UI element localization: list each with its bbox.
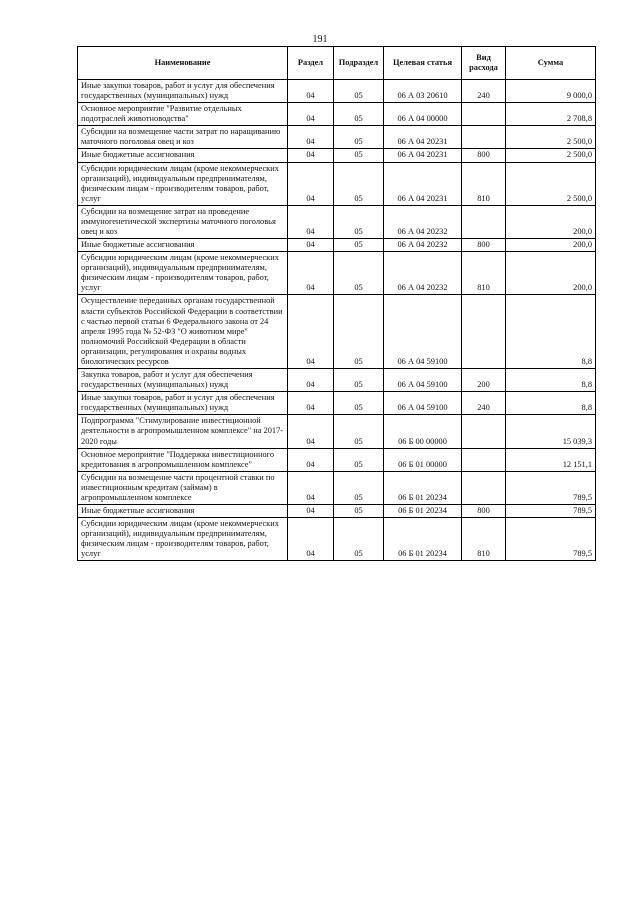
cell-target: 06 А 04 20232 <box>384 252 462 295</box>
cell-sum: 200,0 <box>506 239 596 252</box>
cell-kind: 810 <box>462 252 506 295</box>
cell-section: 04 <box>288 205 334 238</box>
cell-kind: 200 <box>462 369 506 392</box>
cell-name: Закупка товаров, работ и услуг для обеспечения государственных (муниципальных) нужд <box>78 369 288 392</box>
cell-sum: 789,5 <box>506 518 596 561</box>
cell-target: 06 Б 01 00000 <box>384 448 462 471</box>
cell-kind: 240 <box>462 392 506 415</box>
cell-section: 04 <box>288 252 334 295</box>
cell-sum: 789,5 <box>506 471 596 504</box>
table-row <box>78 448 596 471</box>
cell-target: 06 Б 01 20234 <box>384 471 462 504</box>
header-subsection: Подраздел <box>334 47 384 80</box>
header-section: Раздел <box>288 47 334 80</box>
cell-kind <box>462 415 506 448</box>
cell-name: Субсидии юридическим лицам (кроме некоммерческих организаций), индивидуальным предпринимателям, физическим лицам - производителям товаров, работ, услуг <box>78 162 288 205</box>
cell-name: Субсидии юридическим лицам (кроме некоммерческих организаций), индивидуальным предпринимателям, физическим лицам - производителям товаров, работ, услуг <box>78 252 288 295</box>
cell-target: 06 А 04 20232 <box>384 239 462 252</box>
cell-subsection: 05 <box>334 252 384 295</box>
table-row <box>78 369 596 392</box>
cell-subsection: 05 <box>334 392 384 415</box>
table-row <box>78 392 596 415</box>
cell-name: Подпрограмма "Стимулирование инвестиционной деятельности в агропромышленном комплексе" на 2017-2020 годы <box>78 415 288 448</box>
table-row <box>78 126 596 149</box>
cell-subsection: 05 <box>334 415 384 448</box>
cell-kind <box>462 448 506 471</box>
cell-target: 06 А 04 59100 <box>384 369 462 392</box>
cell-name: Субсидии на возмещение части процентной ставки по инвестиционным кредитам (займам) в агропромышленном комплексе <box>78 471 288 504</box>
cell-section: 04 <box>288 369 334 392</box>
cell-section: 04 <box>288 80 334 103</box>
table-header-row <box>78 47 596 80</box>
cell-target: 06 А 04 20231 <box>384 162 462 205</box>
table-row <box>78 239 596 252</box>
cell-kind: 240 <box>462 80 506 103</box>
cell-name: Субсидии на возмещение затрат на проведение иммуногенетической экспертизы маточного поголовья овец и коз <box>78 205 288 238</box>
cell-target: 06 Б 01 20234 <box>384 504 462 517</box>
header-target: Целевая статья <box>384 47 462 80</box>
budget-table <box>77 46 596 561</box>
cell-name: Иные бюджетные ассигнования <box>78 149 288 162</box>
cell-kind <box>462 205 506 238</box>
cell-section: 04 <box>288 448 334 471</box>
table-row <box>78 295 596 369</box>
cell-sum: 9 000,0 <box>506 80 596 103</box>
cell-target: 06 Б 01 20234 <box>384 518 462 561</box>
header-name: Наименование <box>78 47 288 80</box>
cell-subsection: 05 <box>334 518 384 561</box>
cell-section: 04 <box>288 518 334 561</box>
cell-target: 06 А 04 20232 <box>384 205 462 238</box>
cell-name: Осуществление переданных органам государственной власти субъектов Российской Федерации в соответствии с частью первой статьи 6 Федерального закона от 24 апреля 1995 года № 52-ФЗ "О животном мире" полномочий Российской Федерации в области организации, регулирования и охраны водных биологических ресурсов <box>78 295 288 369</box>
cell-subsection: 05 <box>334 504 384 517</box>
cell-sum: 8,8 <box>506 295 596 369</box>
cell-subsection: 05 <box>334 448 384 471</box>
cell-section: 04 <box>288 103 334 126</box>
cell-name: Иные бюджетные ассигнования <box>78 504 288 517</box>
cell-sum: 2 500,0 <box>506 149 596 162</box>
cell-sum: 15 039,3 <box>506 415 596 448</box>
cell-sum: 12 151,1 <box>506 448 596 471</box>
cell-name: Иные закупки товаров, работ и услуг для обеспечения государственных (муниципальных) нужд <box>78 392 288 415</box>
cell-target: 06 Б 00 00000 <box>384 415 462 448</box>
cell-kind <box>462 295 506 369</box>
table-row <box>78 415 596 448</box>
cell-subsection: 05 <box>334 80 384 103</box>
cell-target: 06 А 04 20231 <box>384 149 462 162</box>
table-row <box>78 103 596 126</box>
cell-subsection: 05 <box>334 471 384 504</box>
cell-kind: 800 <box>462 239 506 252</box>
cell-section: 04 <box>288 415 334 448</box>
header-kind: Вид расхода <box>462 47 506 80</box>
cell-name: Иные закупки товаров, работ и услуг для обеспечения государственных (муниципальных) нужд <box>78 80 288 103</box>
cell-sum: 8,8 <box>506 392 596 415</box>
header-sum: Сумма <box>506 47 596 80</box>
cell-name: Субсидии на возмещение части затрат по наращиванию маточного поголовья овец и коз <box>78 126 288 149</box>
table-row <box>78 252 596 295</box>
cell-section: 04 <box>288 239 334 252</box>
cell-section: 04 <box>288 162 334 205</box>
cell-kind <box>462 126 506 149</box>
cell-subsection: 05 <box>334 369 384 392</box>
cell-sum: 2 708,8 <box>506 103 596 126</box>
cell-subsection: 05 <box>334 149 384 162</box>
table-row <box>78 149 596 162</box>
cell-kind: 800 <box>462 149 506 162</box>
cell-kind: 810 <box>462 518 506 561</box>
cell-name: Основное мероприятие "Развитие отдельных подотраслей животноводства" <box>78 103 288 126</box>
cell-section: 04 <box>288 471 334 504</box>
cell-section: 04 <box>288 295 334 369</box>
table-row <box>78 518 596 561</box>
cell-target: 06 А 04 59100 <box>384 295 462 369</box>
cell-sum: 200,0 <box>506 252 596 295</box>
cell-subsection: 05 <box>334 103 384 126</box>
cell-name: Иные бюджетные ассигнования <box>78 239 288 252</box>
cell-section: 04 <box>288 392 334 415</box>
cell-subsection: 05 <box>334 126 384 149</box>
cell-sum: 2 500,0 <box>506 126 596 149</box>
cell-name: Основное мероприятие "Поддержка инвестиционного кредитования в агропромышленном комплексе" <box>78 448 288 471</box>
cell-sum: 789,5 <box>506 504 596 517</box>
cell-sum: 8,8 <box>506 369 596 392</box>
cell-kind: 810 <box>462 162 506 205</box>
cell-subsection: 05 <box>334 162 384 205</box>
cell-sum: 200,0 <box>506 205 596 238</box>
table-row <box>78 471 596 504</box>
table-row <box>78 504 596 517</box>
page-number: 191 <box>312 34 328 45</box>
cell-sum: 2 500,0 <box>506 162 596 205</box>
table-row <box>78 80 596 103</box>
cell-name: Субсидии юридическим лицам (кроме некоммерческих организаций), индивидуальным предпринимателям, физическим лицам - производителям товаров, работ, услуг <box>78 518 288 561</box>
table-row <box>78 162 596 205</box>
cell-kind <box>462 103 506 126</box>
cell-target: 06 А 03 20610 <box>384 80 462 103</box>
cell-subsection: 05 <box>334 205 384 238</box>
cell-target: 06 А 04 00000 <box>384 103 462 126</box>
cell-subsection: 05 <box>334 239 384 252</box>
cell-section: 04 <box>288 126 334 149</box>
cell-subsection: 05 <box>334 295 384 369</box>
cell-section: 04 <box>288 149 334 162</box>
cell-kind: 800 <box>462 504 506 517</box>
cell-kind <box>462 471 506 504</box>
cell-section: 04 <box>288 504 334 517</box>
cell-target: 06 А 04 20231 <box>384 126 462 149</box>
table-row <box>78 205 596 238</box>
cell-target: 06 А 04 59100 <box>384 392 462 415</box>
